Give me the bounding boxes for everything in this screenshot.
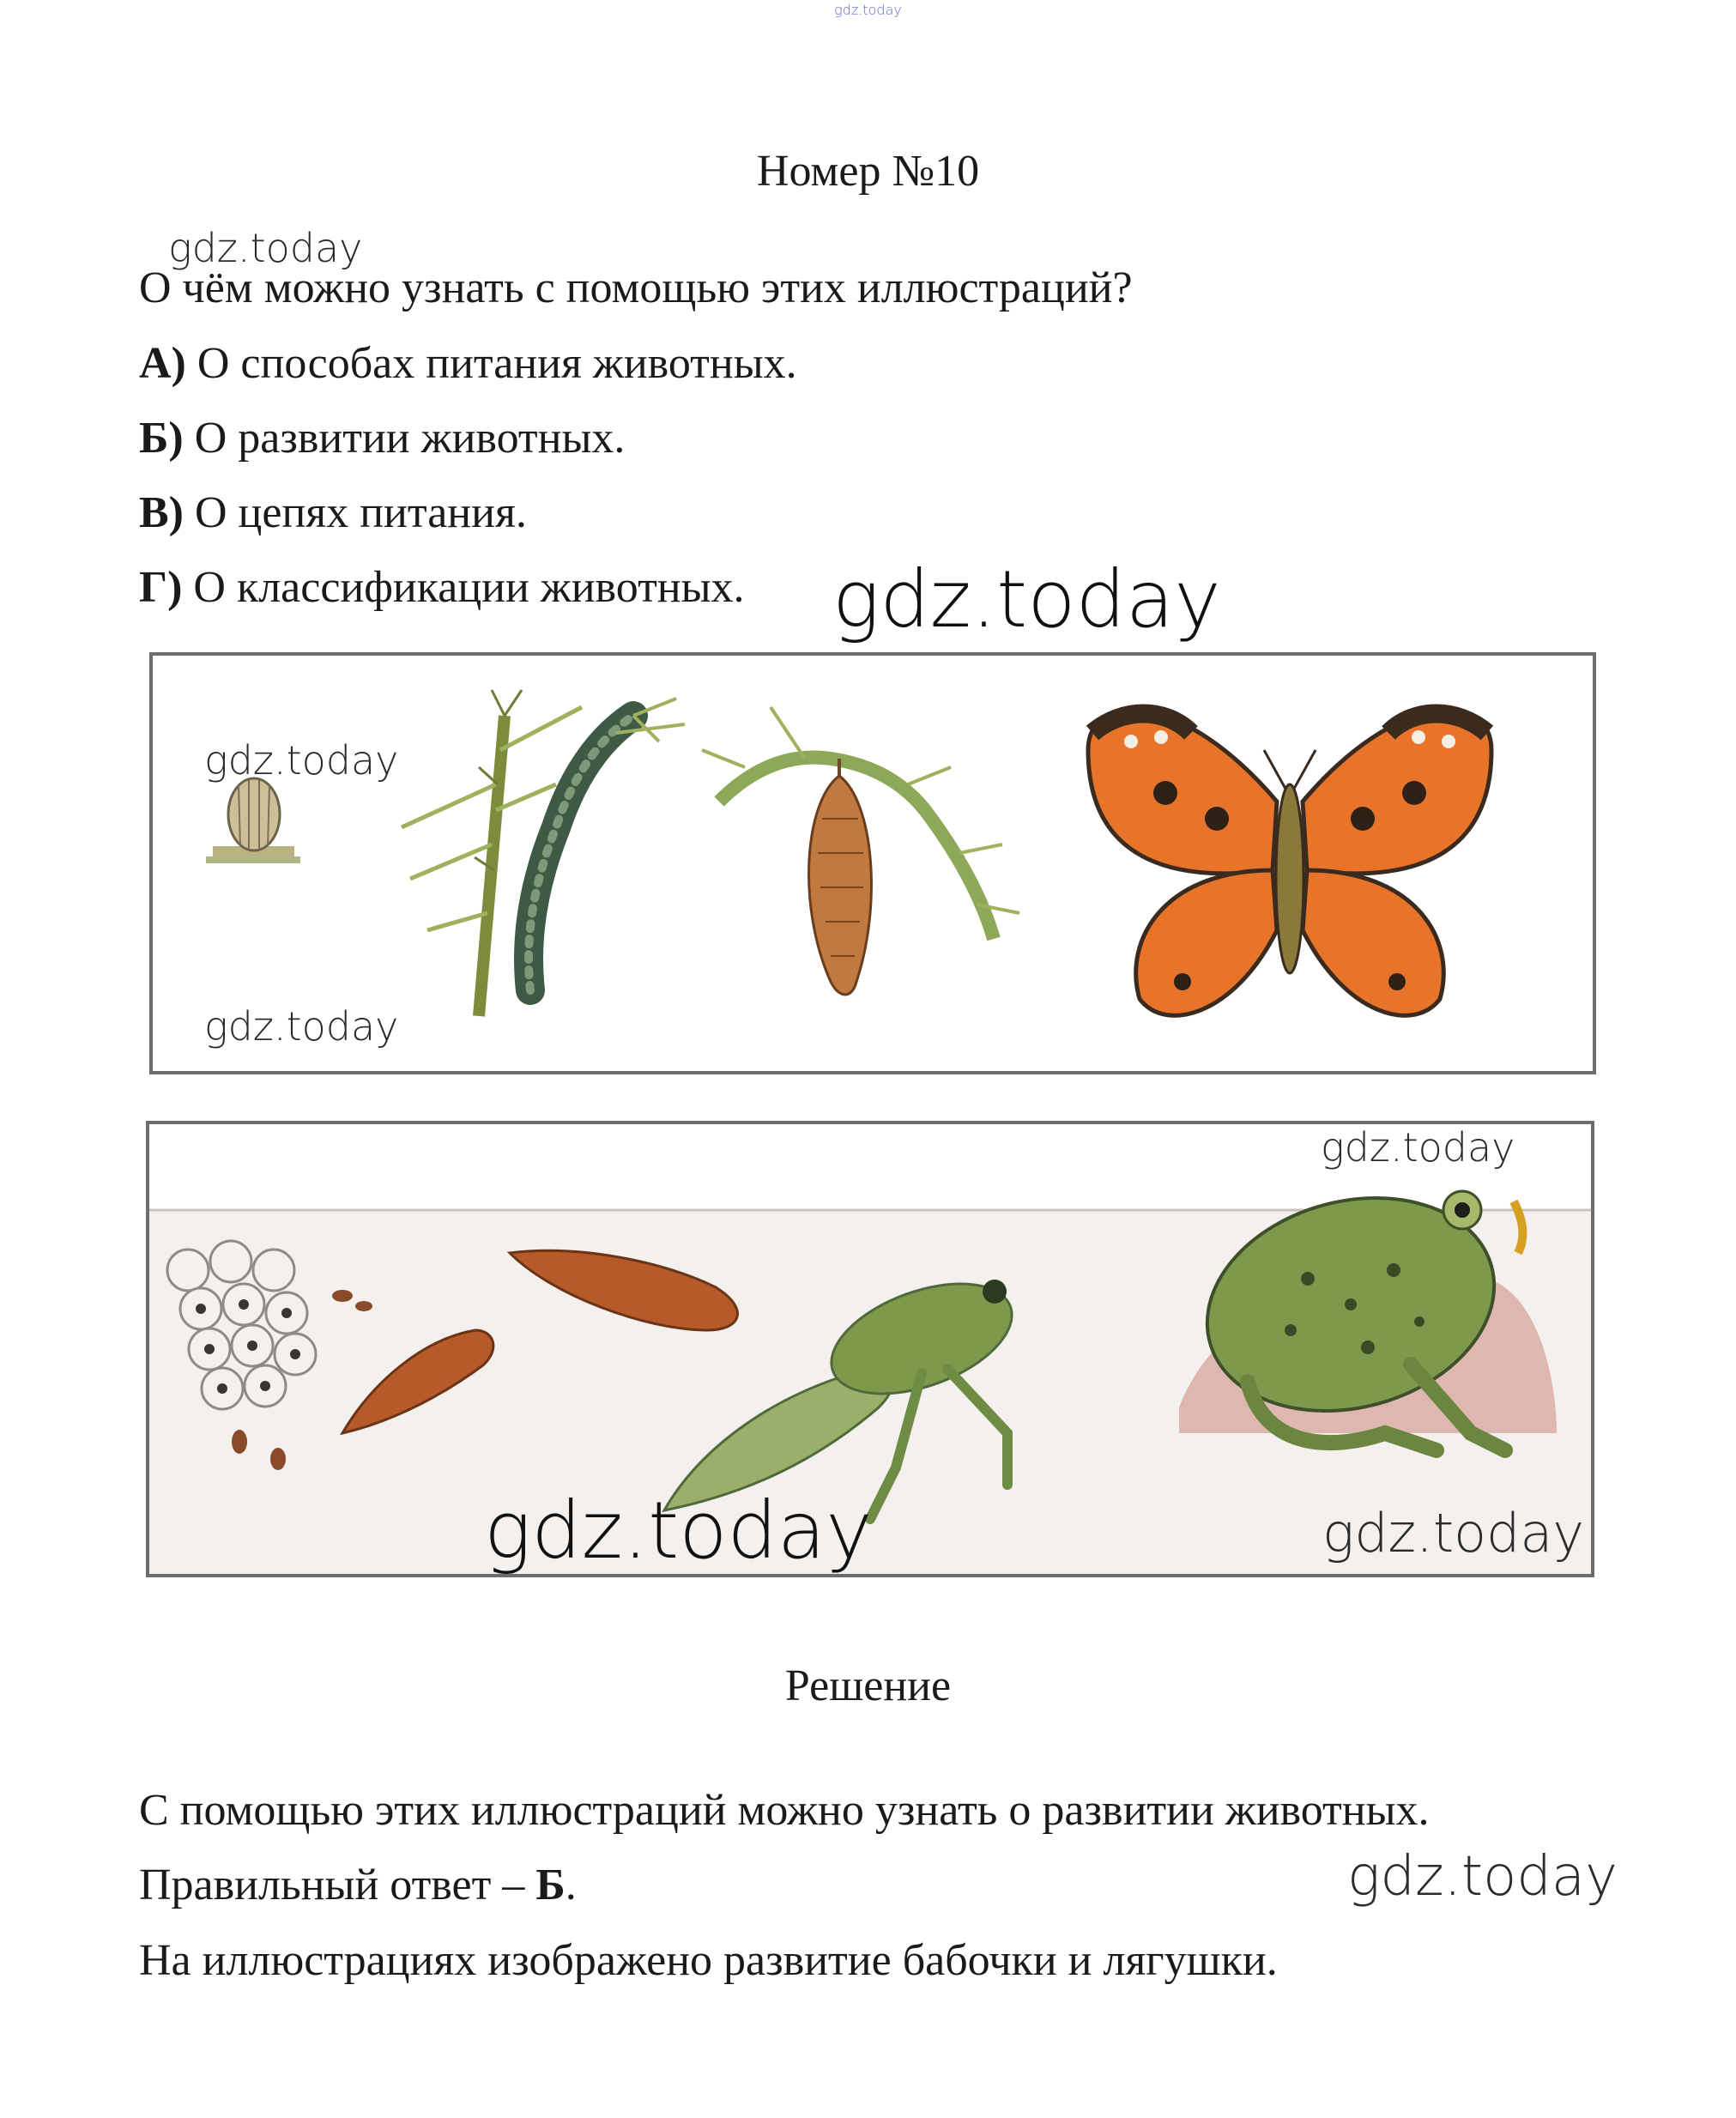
header-watermark: gdz.today xyxy=(834,2,902,18)
option-a xyxy=(139,338,797,389)
watermark: gdz.today xyxy=(204,737,399,784)
butterfly-icon xyxy=(1088,710,1491,1015)
watermark: gdz.today xyxy=(1321,1124,1515,1171)
answer-letter: Б xyxy=(535,1861,566,1909)
solution-line-2 xyxy=(139,1860,577,1910)
option-d-letter: Г) xyxy=(139,563,183,612)
butterfly-life-cycle-frame xyxy=(149,652,1596,1074)
watermark: gdz.today xyxy=(168,225,363,271)
frog-life-cycle-frame xyxy=(146,1121,1594,1577)
caterpillar-icon xyxy=(402,690,685,1016)
option-d xyxy=(139,562,745,613)
solution-line-3: На иллюстрациях изображено развитие бабочки и лягушки. xyxy=(139,1936,1278,1985)
watermark-large: gdz.today xyxy=(484,1485,873,1576)
watermark: gdz.today xyxy=(204,1003,399,1050)
option-c-letter: В) xyxy=(139,488,184,537)
option-a-letter: А) xyxy=(139,339,186,388)
watermark: gdz.today xyxy=(1322,1502,1585,1564)
option-c-text: О цепях питания. xyxy=(195,488,527,537)
egg-icon xyxy=(206,778,300,863)
watermark-large: gdz.today xyxy=(832,554,1221,645)
option-b-letter: Б) xyxy=(139,414,184,463)
page-title: Номер №10 xyxy=(756,147,980,196)
answer-prefix: Правильный ответ – xyxy=(139,1861,536,1909)
solution-line-1: С помощью этих иллюстраций можно узнать о развитии животных. xyxy=(139,1786,1430,1835)
watermark: gdz.today xyxy=(1347,1845,1618,1909)
option-c xyxy=(139,487,527,538)
answer-suffix: . xyxy=(565,1861,577,1909)
solution-title: Решение xyxy=(784,1661,952,1710)
option-b-text: О развитии животных. xyxy=(194,414,626,463)
option-d-text: О классификации животных. xyxy=(193,563,745,612)
option-a-text: О способах питания животных. xyxy=(197,339,797,388)
pupa-icon xyxy=(702,707,1019,995)
question-text: О чём можно узнать с помощью этих иллюстраций? xyxy=(139,263,1133,312)
option-b xyxy=(139,413,625,463)
